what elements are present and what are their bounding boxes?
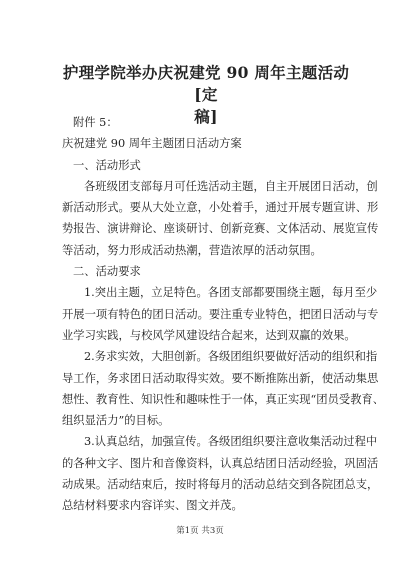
paragraph-line: 势报告、演讲辩论、座谈研讨、创新竞赛、文体活动、展览宣传	[62, 222, 379, 236]
title-line-1: 护理学院举办庆祝建党 90 周年主题活动[定	[62, 63, 350, 104]
plan-title: 庆祝建党 90 周年主题团日活动方案	[62, 137, 242, 151]
paragraph	[62, 431, 379, 516]
paragraph-line: 等活动，努力形成活动热潮，营造浓厚的活动氛围。	[62, 243, 322, 257]
paragraph-line: 导工作，务求团日活动取得实效。要不断推陈出新，使活动集思	[62, 371, 379, 385]
paragraph-line: 组织显活力”的目标。	[62, 414, 170, 428]
paragraph	[62, 282, 379, 346]
paragraph-line: 各班级团支部每月可任选活动主题，自主开展团日活动，创	[84, 179, 378, 193]
paragraph-line: 想性、教育性、知识性和趣味性于一体，真正实现“团员受教育、	[62, 392, 385, 406]
attachment-label: 附件 5：	[73, 116, 118, 129]
document-body	[62, 112, 385, 517]
paragraph-line: 的各种文字、图片和音像资料，认真总结团日活动经验，巩固活	[62, 456, 379, 470]
paragraph-line: 总结材料要求内容详实、图文并茂。	[62, 499, 243, 513]
paragraph-line: 新活动形式。要从大处立意，小处着手，通过开展专题宣讲、形	[62, 201, 379, 215]
paragraph-line: 2.务求实效，大胆创新。各级团组织要做好活动的组织和指	[84, 350, 378, 364]
paragraph-line: 1.突出主题，立足特色。各团支部都要围绕主题，每月至少	[84, 286, 378, 300]
paragraph-line: 业学习实践，与校风学风建设结合起来，达到双赢的效果。	[62, 328, 356, 342]
paragraph	[62, 346, 385, 431]
paragraph-line: 动成果。活动结束后，按时将每月的活动总结交到各院团总支，	[62, 478, 379, 492]
section-heading: 一、活动形式	[73, 158, 141, 172]
title-line-2: 稿]	[194, 107, 218, 126]
section-heading: 二、活动要求	[73, 265, 141, 279]
paragraph-line: 开展一项有特色的团日活动。要注重专业特色，把团日活动与专	[62, 307, 379, 321]
page-footer: 第1页 共3页	[176, 526, 224, 536]
paragraph	[62, 176, 379, 261]
paragraph-line: 3.认真总结，加强宣传。各级团组织要注意收集活动过程中	[84, 435, 378, 449]
